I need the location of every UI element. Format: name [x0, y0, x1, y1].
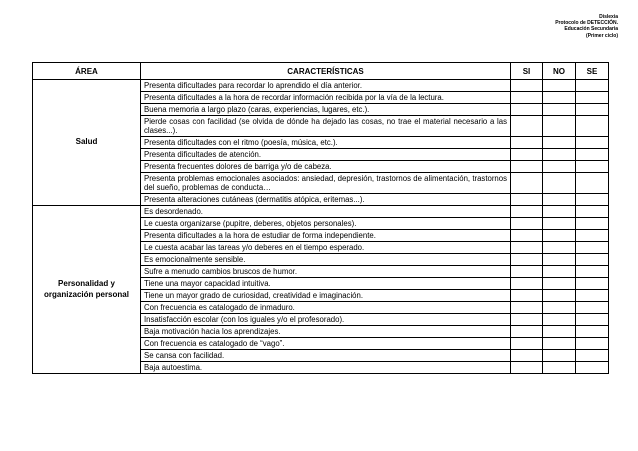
checkbox-cell-no[interactable] — [543, 242, 576, 254]
checkbox-cell-si[interactable] — [511, 137, 543, 149]
checkbox-cell-si[interactable] — [511, 80, 543, 92]
checkbox-cell-no[interactable] — [543, 161, 576, 173]
checkbox-cell-se[interactable] — [576, 278, 609, 290]
column-header-si: SI — [511, 63, 543, 80]
characteristic-text: Presenta dificultades a la hora de recordar información recibida por la vía de la lectura. — [141, 92, 511, 104]
characteristic-text: Presenta frecuentes dolores de barriga y/o de cabeza. — [141, 161, 511, 173]
header-level: Educación Secundaria — [564, 26, 618, 33]
checkbox-cell-si[interactable] — [511, 206, 543, 218]
checkbox-cell-si[interactable] — [511, 350, 543, 362]
checkbox-cell-si[interactable] — [511, 266, 543, 278]
table-header-row — [33, 63, 609, 80]
column-header-se: SE — [576, 63, 609, 80]
checkbox-cell-se[interactable] — [576, 362, 609, 374]
checkbox-cell-no[interactable] — [543, 137, 576, 149]
characteristic-text: Con frecuencia es catalogado de inmaduro. — [141, 302, 511, 314]
checkbox-cell-si[interactable] — [511, 161, 543, 173]
characteristic-text: Tiene un mayor grado de curiosidad, creatividad e imaginación. — [141, 290, 511, 302]
column-header-no: NO — [543, 63, 576, 80]
characteristic-text: Baja autoestima. — [141, 362, 511, 374]
characteristic-text: Presenta alteraciones cutáneas (dermatitis atópica, eritemas...). — [141, 194, 511, 206]
checkbox-cell-si[interactable] — [511, 314, 543, 326]
checkbox-cell-no[interactable] — [543, 116, 576, 137]
checkbox-cell-no[interactable] — [543, 230, 576, 242]
checkbox-cell-si[interactable] — [511, 242, 543, 254]
checkbox-cell-se[interactable] — [576, 242, 609, 254]
checkbox-cell-se[interactable] — [576, 92, 609, 104]
characteristic-text: Con frecuencia es catalogado de “vago”. — [141, 338, 511, 350]
characteristic-text: Tiene una mayor capacidad intuitiva. — [141, 278, 511, 290]
checkbox-cell-si[interactable] — [511, 362, 543, 374]
characteristic-text: Presenta problemas emocionales asociados: ansiedad, depresión, trastornos de alimentación, trastornos del sueño, problemas de conducta… — [141, 173, 511, 194]
checkbox-cell-no[interactable] — [543, 80, 576, 92]
area-personalidad — [33, 206, 141, 374]
characteristic-text: Presenta dificultades con el ritmo (poesía, música, etc.). — [141, 137, 511, 149]
checkbox-cell-se[interactable] — [576, 80, 609, 92]
characteristic-text: Se cansa con facilidad. — [141, 350, 511, 362]
checkbox-cell-no[interactable] — [543, 350, 576, 362]
checkbox-cell-no[interactable] — [543, 218, 576, 230]
checkbox-cell-se[interactable] — [576, 194, 609, 206]
checkbox-cell-se[interactable] — [576, 137, 609, 149]
checkbox-cell-no[interactable] — [543, 173, 576, 194]
characteristic-text: Le cuesta acabar las tareas y/o deberes en el tiempo esperado. — [141, 242, 511, 254]
checkbox-cell-no[interactable] — [543, 149, 576, 161]
checkbox-cell-se[interactable] — [576, 254, 609, 266]
checkbox-cell-no[interactable] — [543, 314, 576, 326]
checkbox-cell-si[interactable] — [511, 218, 543, 230]
checkbox-cell-se[interactable] — [576, 206, 609, 218]
checkbox-cell-si[interactable] — [511, 326, 543, 338]
characteristic-text: Sufre a menudo cambios bruscos de humor. — [141, 266, 511, 278]
checkbox-cell-se[interactable] — [576, 302, 609, 314]
checkbox-cell-si[interactable] — [511, 338, 543, 350]
checkbox-cell-se[interactable] — [576, 218, 609, 230]
column-header-characteristics: CARACTERÍSTICAS — [141, 63, 511, 80]
checkbox-cell-se[interactable] — [576, 266, 609, 278]
checkbox-cell-se[interactable] — [576, 314, 609, 326]
checkbox-cell-se[interactable] — [576, 230, 609, 242]
characteristic-text: Presenta dificultades de atención. — [141, 149, 511, 161]
checkbox-cell-no[interactable] — [543, 338, 576, 350]
document-header — [555, 14, 618, 39]
characteristic-text: Presenta dificultades para recordar lo aprendido el día anterior. — [141, 80, 511, 92]
checkbox-cell-no[interactable] — [543, 206, 576, 218]
column-header-area: ÁREA — [33, 63, 141, 80]
checkbox-cell-se[interactable] — [576, 116, 609, 137]
checkbox-cell-se[interactable] — [576, 161, 609, 173]
checkbox-cell-si[interactable] — [511, 290, 543, 302]
table-body — [33, 80, 609, 374]
checkbox-cell-no[interactable] — [543, 302, 576, 314]
checkbox-cell-si[interactable] — [511, 92, 543, 104]
checkbox-cell-si[interactable] — [511, 173, 543, 194]
checkbox-cell-no[interactable] — [543, 266, 576, 278]
characteristic-text: Buena memoria a largo plazo (caras, experiencias, lugares, etc.). — [141, 104, 511, 116]
checkbox-cell-no[interactable] — [543, 362, 576, 374]
area-label: organización personal — [44, 289, 129, 299]
table-row — [33, 80, 609, 92]
checkbox-cell-si[interactable] — [511, 104, 543, 116]
characteristic-text: Presenta dificultades a la hora de estudiar de forma independiente. — [141, 230, 511, 242]
checkbox-cell-si[interactable] — [511, 116, 543, 137]
area-salud — [33, 80, 141, 206]
checkbox-cell-no[interactable] — [543, 326, 576, 338]
checkbox-cell-se[interactable] — [576, 290, 609, 302]
checkbox-cell-se[interactable] — [576, 326, 609, 338]
checkbox-cell-no[interactable] — [543, 254, 576, 266]
header-title: Dislexia — [599, 14, 618, 20]
area-label: Personalidad y — [58, 279, 115, 288]
checkbox-cell-no[interactable] — [543, 104, 576, 116]
detection-table — [32, 62, 609, 374]
checkbox-cell-si[interactable] — [511, 194, 543, 206]
checkbox-cell-no[interactable] — [543, 92, 576, 104]
checkbox-cell-no[interactable] — [543, 278, 576, 290]
checkbox-cell-se[interactable] — [576, 173, 609, 194]
checkbox-cell-si[interactable] — [511, 230, 543, 242]
header-cycle: (Primer ciclo) — [586, 32, 618, 39]
checkbox-cell-se[interactable] — [576, 338, 609, 350]
table-row — [33, 206, 609, 218]
checkbox-cell-se[interactable] — [576, 149, 609, 161]
characteristic-text: Es desordenado. — [141, 206, 511, 218]
characteristic-text: Le cuesta organizarse (pupitre, deberes, objetos personales). — [141, 218, 511, 230]
characteristic-text: Es emocionalmente sensible. — [141, 254, 511, 266]
checkbox-cell-no[interactable] — [543, 194, 576, 206]
area-label: Salud — [75, 137, 98, 147]
characteristic-text: Pierde cosas con facilidad (se olvida de dónde ha dejado las cosas, no trae el material necesario a las clases...). — [141, 116, 511, 137]
checkbox-cell-no[interactable] — [543, 290, 576, 302]
checkbox-cell-se[interactable] — [576, 104, 609, 116]
checkbox-cell-se[interactable] — [576, 350, 609, 362]
characteristic-text: Insatisfacción escolar (con los iguales y/o el profesorado). — [141, 314, 511, 326]
checkbox-cell-si[interactable] — [511, 254, 543, 266]
checkbox-cell-si[interactable] — [511, 149, 543, 161]
characteristic-text: Baja motivación hacia los aprendizajes. — [141, 326, 511, 338]
checkbox-cell-si[interactable] — [511, 302, 543, 314]
checkbox-cell-si[interactable] — [511, 278, 543, 290]
header-protocol: Protocolo de DETECCIÓN. — [555, 20, 618, 27]
